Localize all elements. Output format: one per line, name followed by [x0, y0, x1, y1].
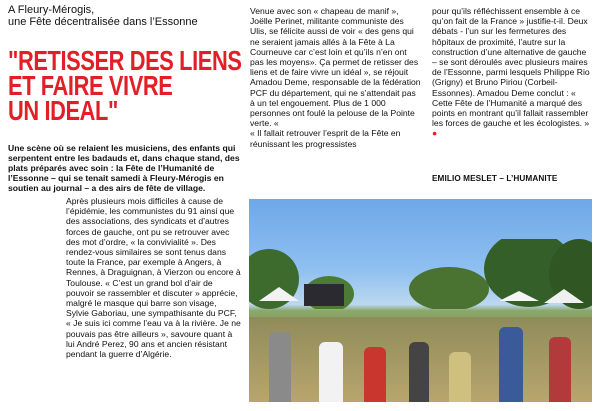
- article-column-1: [66, 196, 241, 359]
- kicker-line-1: A Fleury-Mérogis,: [8, 4, 95, 16]
- headline-line-1: "RETISSER DES LIENS: [8, 45, 242, 76]
- trees-illustration: [249, 239, 592, 309]
- kicker-line-2: une Fête décentralisée dans l’Essonne: [8, 16, 198, 28]
- headline-line-3: UN IDEAL": [8, 95, 118, 126]
- column-1-paragraph: Après plusieurs mois difficiles à cause de l’épidémie, les communistes du 91 ainsi que des associations, des syndicats et d’autres forces de gauche, ont pu se retrouver avec des mot d’ordre, « la convivialité ». Des rendez-vous similaires se sont tenus dans toute la France, par exemple à Angers, à Rennes, à Draguignan, à Vierzon ou encore à Toulouse. « C’est un grand bol d’air de pouvoir se rassembler et discuter » apprécie, malgré le masque qui barre son visage, Sylvie Gaboriau, une sympathisante du PCF, « Je suis ici comme l’eau va à la rivière. Je ne pouvais pas être ailleurs », savoure quant à lui André Perez, 90 ans et ancien résistant pendant la guerre d’Algérie.: [66, 196, 241, 360]
- article-column-2: [250, 6, 422, 149]
- column-2-paragraph-1: Venue avec son « chapeau de manif », Joëlle Perinet, militante communiste des Ulis, se félicite aussi de voir « des gens qui ne seraient jamais allés à la Fête à La Courneuve car c’est loin et qu’ils n’en ont pas les moyens». Ça permet de retisser des liens et de faire vivre un idéal », se réjouit Amadou Deme, responsable de la fédération PCF du département, qui ne s’attendait pas à un tel engouement. Plus de 1 000 personnes ont foulé la pelouse de la Pointe verte. «: [250, 6, 421, 129]
- column-3-paragraph: [432, 6, 592, 139]
- kicker: [8, 4, 248, 28]
- column-3-text: pour qu’ils réfléchissent ensemble à ce qu’on fait de la France » justifie-t-il. Deux débats - l’un sur les fermetures des hôpitaux de proximité, l’autre sur la construction d’une alternative de gauche – se sont déroulés avec plusieurs maires de l’Essonne, parmi lesquels Philippe Rio (Grigny) et Bruno Piriou (Corbeil-Essonnes). Amadou Deme conclut : « Cette Fête de l’Humanité a marqué des points en montrant qu’il fallait rassembler les forces de gauche et les écologistes. »: [432, 6, 590, 129]
- person: [449, 352, 471, 402]
- headline-line-2: ET FAIRE VIVRE: [8, 70, 173, 101]
- festival-photo: [249, 199, 592, 402]
- person: [319, 342, 343, 402]
- end-mark-icon: ●: [432, 128, 438, 139]
- person: [409, 342, 429, 402]
- person: [269, 332, 291, 402]
- person: [364, 347, 386, 402]
- column-2-paragraph-2: « Il fallait retrouver l’esprit de la Fête en réunissant les progressistes: [250, 128, 401, 149]
- lead-paragraph: Une scène où se relaient les musiciens, des enfants qui serpentent entre les badauds et, dans chaque stand, des plats préparés avec soin : la Fête de l’Humanité de l’Essonne – qui se tenait samedi à Fleury-Mérogis en soutien au journal – a des airs de fête de village.: [8, 143, 240, 193]
- person: [549, 337, 571, 402]
- article-column-3: [432, 6, 592, 139]
- person: [499, 327, 523, 402]
- headline: [8, 45, 242, 126]
- byline: EMILIO MESLET – L’HUMANITE: [432, 174, 558, 183]
